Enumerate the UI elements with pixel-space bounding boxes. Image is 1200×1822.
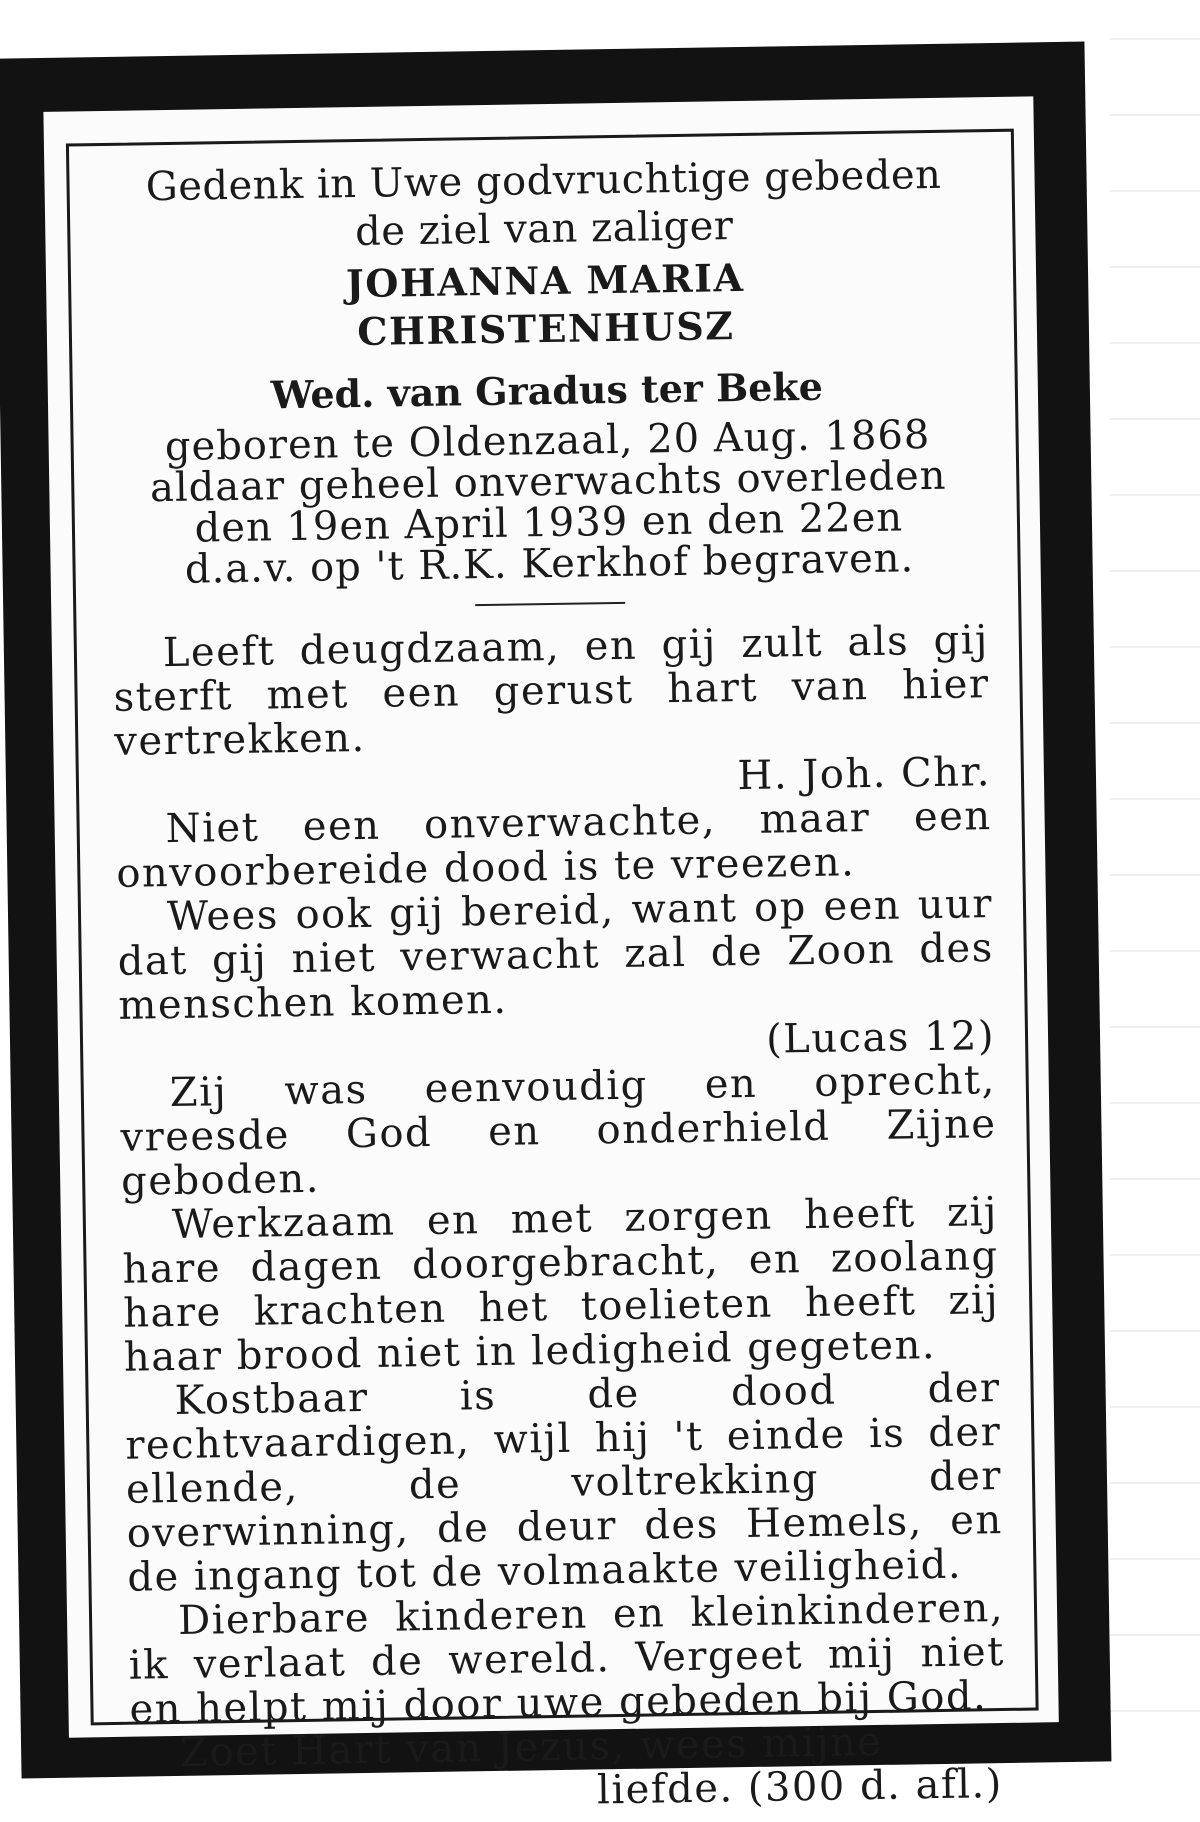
death-date-line: den 19en April 1939 en den 22en bbox=[194, 494, 904, 552]
widow-of: Wed. van Gradus ter Beke bbox=[270, 363, 824, 418]
verse-1-source: H. Joh. Chr. bbox=[737, 749, 992, 800]
verse-3 bbox=[117, 882, 995, 1028]
verse-7 bbox=[128, 1586, 1006, 1732]
intro-block bbox=[105, 150, 982, 260]
verse-1-text: Leeft deugdzaam, en gij zult als gij sterft met een gerust hart van hier vertrekken. bbox=[113, 617, 990, 765]
verse-6-text: Kostbaar is de dood der rechtvaardigen, wijl hij 't einde is der ellende, de voltrekking der overwinning, de deur des Hemels, en de ingang tot de volmaakte veiligheid. bbox=[125, 1365, 1003, 1601]
verse-2-text: Niet een onverwachte, maar een onvoorbereide dood is te vreezen. bbox=[116, 793, 992, 897]
memorial-card bbox=[0, 42, 1111, 1814]
name-line-1: JOHANNA MARIA bbox=[345, 254, 745, 307]
death-line: aldaar geheel onverwachts overleden bbox=[149, 452, 947, 512]
verse-1 bbox=[113, 618, 991, 764]
verse-4-text: Zij was eenvoudig en oprecht, vreesde God en onderhield Zijne geboden. bbox=[120, 1057, 997, 1205]
closing-line-2: liefde. (300 d. afl.) bbox=[596, 1761, 1004, 1814]
verse-5 bbox=[122, 1190, 1001, 1380]
scan-artifacts bbox=[1110, 0, 1200, 1782]
verse-3-text: Wees ook gij bereid, want op een uur dat gij niet verwacht zal de Zoon des menschen komen. bbox=[117, 881, 995, 1029]
verse-3-source: (Lucas 12) bbox=[765, 1013, 996, 1063]
verse-4 bbox=[119, 1058, 997, 1204]
birth-line: geboren te Oldenzaal, 20 Aug. 1868 bbox=[164, 412, 931, 471]
verse-7-text: Dierbare kinderen en kleinkinderen, ik verlaat de wereld. Vergeet mij niet en helpt mij door uwe gebeden bij God. bbox=[128, 1585, 1006, 1733]
card-frame bbox=[66, 129, 1039, 1814]
card-content bbox=[105, 150, 1006, 1814]
closing-line-1: Zoet Hart van Jezus, wees mijne bbox=[179, 1718, 883, 1776]
divider bbox=[475, 602, 625, 606]
verse-5-text: Werkzaam en met zorgen heeft zij hare dagen doorgebracht, en zoolang hare krachten het toelieten heeft zij haar brood niet in ledigheid gegeten. bbox=[122, 1189, 1000, 1381]
intro-line-2: de ziel van zaliger bbox=[354, 203, 734, 256]
burial-line: d.a.v. op 't R.K. Kerkhof begraven. bbox=[184, 535, 915, 593]
card-paper bbox=[43, 96, 1058, 1814]
verses-block bbox=[113, 618, 1008, 1820]
name-line-2: CHRISTENHUSZ bbox=[356, 303, 735, 354]
verse-2 bbox=[115, 794, 992, 896]
intro-line-1: Gedenk in Uwe godvruchtige gebeden bbox=[145, 151, 942, 211]
verse-6 bbox=[124, 1366, 1003, 1600]
life-dates bbox=[109, 414, 987, 592]
deceased-name bbox=[107, 250, 984, 360]
